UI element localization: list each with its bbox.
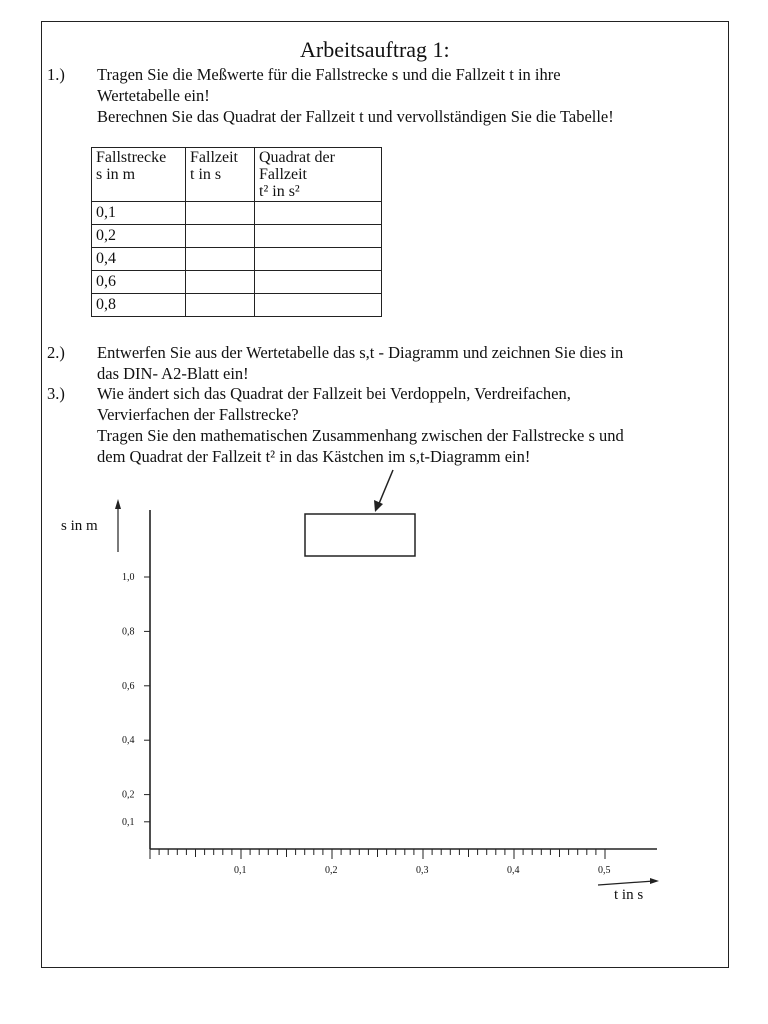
task-3-line: Tragen Sie den mathematischen Zusammenhang zwischen der Fallstrecke s und [97, 426, 624, 445]
y-tick-label: 0,2 [122, 789, 135, 801]
task-2-line: Entwerfen Sie aus der Wertetabelle das s,t - Diagramm und zeichnen Sie dies in [97, 343, 624, 362]
x-tick-label: 0,5 [598, 865, 611, 876]
header-line: Fallstrecke [96, 149, 167, 166]
pointer-arrow-head [374, 500, 383, 512]
chart-ticks [144, 577, 605, 859]
table-cell-s: 0,2 [92, 225, 186, 248]
task-2-line: das DIN- A2-Blatt ein! [97, 364, 249, 383]
task-1-line: Wertetabelle ein! [97, 86, 210, 105]
y-tick-label: 0,8 [122, 626, 135, 638]
task-3-line: Wie ändert sich das Quadrat der Fallzeit bei Verdoppeln, Verdreifachen, [97, 384, 571, 403]
header-line: s in m [96, 166, 136, 183]
x-tick-label: 0,2 [325, 865, 338, 876]
x-label-arrow-line [598, 881, 654, 885]
x-axis-label: t in s [614, 887, 644, 903]
y-tick-label: 0,4 [122, 735, 135, 747]
table-cell-s: 0,8 [92, 294, 186, 317]
pointer-arrow-line [378, 470, 393, 506]
y-axis-label: s in m [61, 518, 98, 534]
header-line: Fallzeit [259, 166, 307, 183]
table-cell-s: 0,4 [92, 248, 186, 271]
x-tick-label: 0,4 [507, 865, 520, 876]
header-line: t in s [190, 166, 222, 183]
y-tick-label: 0,6 [122, 680, 135, 692]
x-label-arrow-head [650, 878, 659, 884]
page-title: Arbeitsauftrag 1: [300, 37, 450, 62]
chart-axes [115, 499, 659, 885]
task-2-number: 2.) [47, 343, 65, 362]
task-1-line: Berechnen Sie das Quadrat der Fallzeit t und vervollständigen Sie die Tabelle! [97, 107, 614, 126]
task-1-number: 1.) [47, 65, 65, 84]
chart-labels [61, 518, 643, 903]
y-tick-label: 0,1 [122, 816, 135, 828]
header-line: Fallzeit [190, 149, 238, 166]
table-cell-s: 0,6 [92, 271, 186, 294]
task-3-line: Vervierfachen der Fallstrecke? [97, 405, 299, 424]
table-cell-s: 0,1 [92, 202, 186, 225]
task-1-line: Tragen Sie die Meßwerte für die Fallstrecke s und die Fallzeit t in ihre [97, 65, 561, 84]
answer-box[interactable] [305, 514, 415, 556]
task-3-line: dem Quadrat der Fallzeit t² in das Kästchen im s,t-Diagramm ein! [97, 447, 531, 466]
header-line: Quadrat der [259, 149, 335, 166]
x-tick-label: 0,3 [416, 865, 429, 876]
x-tick-label: 0,1 [234, 865, 247, 876]
y-tick-label: 1,0 [122, 572, 135, 583]
header-line: t² in s² [259, 183, 300, 200]
task-3-number: 3.) [47, 384, 65, 403]
y-label-arrow-head [115, 499, 121, 509]
